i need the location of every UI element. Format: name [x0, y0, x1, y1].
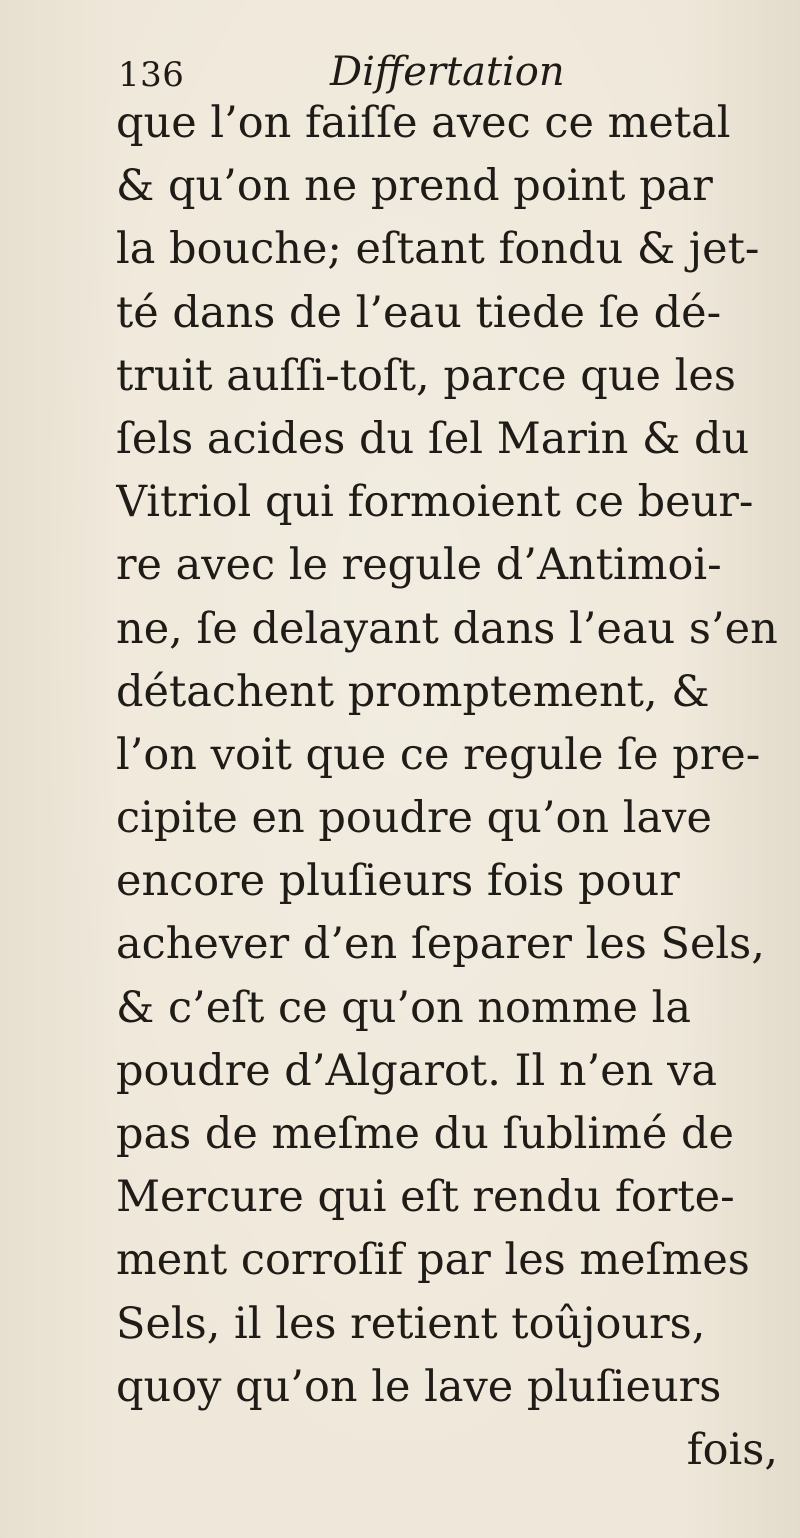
- text-line: cipite en poudre qu’on lave: [116, 793, 712, 844]
- text-line: re avec le regule d’Antimoi-: [116, 540, 722, 591]
- text-line: encore pluſieurs fois pour: [116, 856, 680, 907]
- text-line: Sels, il les retient toûjours,: [116, 1298, 706, 1349]
- text-line: pas de meſme du ſublimé de: [116, 1109, 734, 1159]
- text-line: ment corroſif par les meſmes: [116, 1235, 750, 1286]
- text-line: ne, ſe delayant dans l’eau s’en: [116, 603, 778, 654]
- text-line: achever d’en ſeparer les Sels,: [116, 919, 765, 970]
- text-line: Mercure qui eſt rendu forte-: [116, 1172, 735, 1223]
- text-line: détachent promptement, &: [116, 666, 710, 717]
- text-line: & qu’on ne prend point par: [116, 161, 713, 212]
- text-line: Vitriol qui formoient ce beur-: [116, 477, 754, 528]
- text-line: ſels acides du ſel Marin & du: [116, 413, 750, 464]
- catchword-line: fois,: [686, 1424, 778, 1475]
- text-line: té dans de l’eau tiede ſe dé-: [116, 287, 722, 338]
- text-line: la bouche; eſtant fondu & jet-: [116, 224, 760, 275]
- text-line: quoy qu’on le lave pluſieurs: [116, 1361, 722, 1412]
- text-line: & c’eſt ce qu’on nomme la: [116, 982, 691, 1033]
- text-line: truit auſſi-toſt, parce que les: [116, 350, 736, 401]
- text-line: que l’on faiſſe avec ce metal: [116, 98, 731, 148]
- page-number: 136: [118, 55, 185, 95]
- text-line: l’on voit que ce regule ſe pre-: [116, 729, 761, 780]
- body-text: [116, 92, 796, 1482]
- running-head: Differtation: [330, 49, 565, 95]
- text-line: poudre d’Algarot. Il n’en va: [116, 1045, 718, 1096]
